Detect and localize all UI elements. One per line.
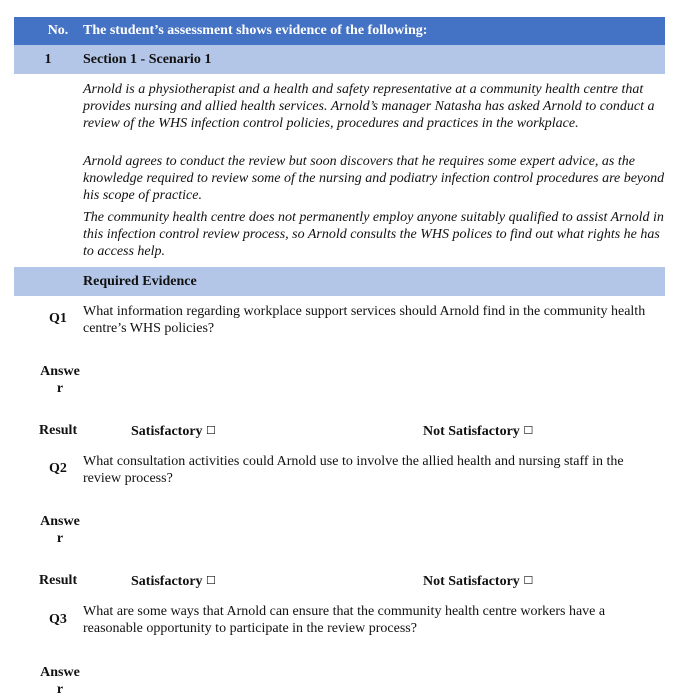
section-number: 1 [44, 52, 52, 67]
question-number-q3: Q3 [49, 612, 67, 627]
answer-label-q1: Answe r [40, 364, 80, 396]
not-satisfactory-label: Not Satisfactory [423, 574, 520, 589]
result-label-q2: Result [39, 573, 78, 588]
satisfactory-label: Satisfactory [131, 424, 203, 439]
checkbox-icon[interactable]: ☐ [206, 574, 216, 587]
question-number-q2: Q2 [49, 461, 67, 476]
scenario-paragraph-3: The community health centre does not permanently employ anyone suitably qualified to assist Arnold in this infection control review process, so Arnold consults the WHS polices to find out what rights he has to access help. [83, 210, 664, 259]
satisfactory-option-q1[interactable] [131, 424, 216, 440]
question-text-q1: What information regarding workplace support services should Arnold find in the community health centre’s WHS policies? [83, 304, 646, 336]
scenario-paragraph-2: Arnold agrees to conduct the review but soon discovers that he requires some expert advice, as the knowledge required to review some of the nursing and podiatry infection control procedures are beyond his scope of practice. [83, 154, 665, 203]
not-satisfactory-label: Not Satisfactory [423, 424, 520, 439]
question-text-q3: What are some ways that Arnold can ensure that the community health centre workers have a reasonable opportunity to participate in the review process? [83, 604, 606, 636]
checkbox-icon[interactable]: ☐ [523, 574, 534, 587]
column-evidence-header: The student’s assessment shows evidence of the following: [83, 23, 428, 38]
answer-label-q2: Answe r [40, 514, 80, 546]
answer-label-q3: Answe r [40, 665, 80, 697]
column-no-header: No. [47, 23, 69, 38]
checkbox-icon[interactable]: ☐ [523, 424, 534, 437]
question-text-q2: What consultation activities could Arnold use to involve the allied health and nursing staff in the review process? [83, 454, 624, 486]
scenario-paragraph-1: Arnold is a physiotherapist and a health and safety representative at a community health centre that provides nursing and allied health services. Arnold’s manager Natasha has asked Arnold to conduct a review of the WHS infection control policies, procedures and practices in the workplace. [83, 82, 655, 131]
satisfactory-option-q2[interactable] [131, 574, 216, 590]
not-satisfactory-option-q1[interactable] [423, 424, 533, 440]
result-label-q1: Result [39, 423, 78, 438]
section-title: Section 1 - Scenario 1 [83, 52, 212, 67]
checkbox-icon[interactable]: ☐ [206, 424, 216, 437]
required-evidence-heading: Required Evidence [83, 274, 197, 289]
satisfactory-label: Satisfactory [131, 574, 203, 589]
not-satisfactory-option-q2[interactable] [423, 574, 533, 590]
question-number-q1: Q1 [49, 311, 67, 326]
